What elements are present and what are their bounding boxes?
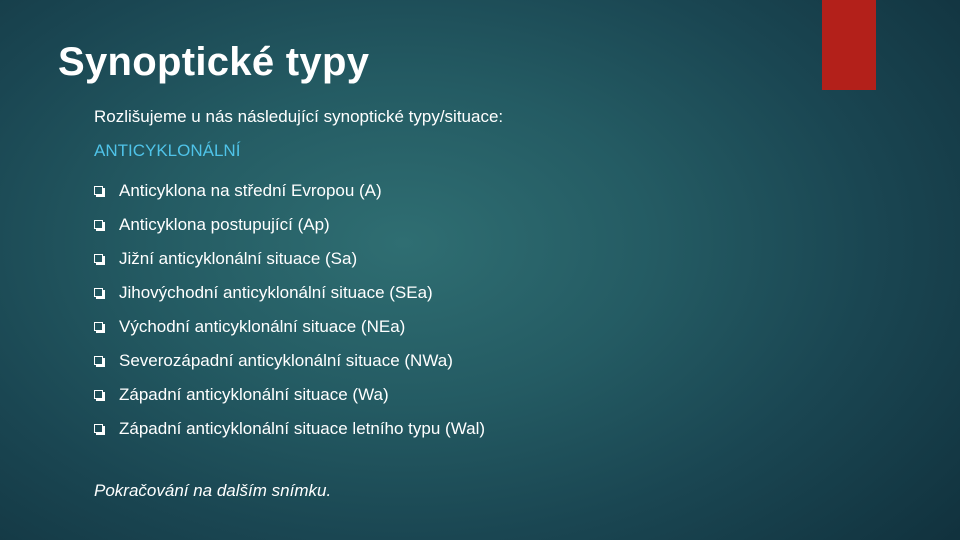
list-item — [94, 378, 485, 412]
square-bullet-icon — [94, 390, 103, 399]
list-item-text: Anticyklona postupující (Ap) — [119, 215, 330, 234]
list-item — [94, 344, 485, 378]
list-item — [94, 412, 485, 446]
square-bullet-icon — [94, 254, 103, 263]
list-item-text: Jihovýchodní anticyklonální situace (SEa) — [119, 283, 433, 302]
square-bullet-icon — [94, 322, 103, 331]
slide-title: Synoptické typy — [58, 40, 370, 84]
list-item — [94, 242, 485, 276]
list-item-text: Anticyklona na střední Evropou (A) — [119, 181, 382, 200]
list-item — [94, 208, 485, 242]
intro-text: Rozlišujeme u nás následující synoptické typy/situace: — [94, 107, 504, 126]
square-bullet-icon — [94, 186, 103, 195]
list-item-text: Západní anticyklonální situace letního typu (Wal) — [119, 419, 486, 438]
square-bullet-icon — [94, 356, 103, 365]
section-heading: ANTICYKLONÁLNÍ — [94, 141, 241, 160]
list-item-text: Severozápadní anticyklonální situace (NWa) — [119, 351, 453, 370]
square-bullet-icon — [94, 220, 103, 229]
square-bullet-icon — [94, 288, 103, 297]
list-item-text: Západní anticyklonální situace (Wa) — [119, 385, 389, 404]
accent-bar — [822, 0, 876, 90]
continuation-note: Pokračování na dalším snímku. — [94, 481, 332, 500]
list-item — [94, 174, 485, 208]
bullet-list — [94, 174, 485, 446]
list-item-text: Jižní anticyklonální situace (Sa) — [119, 249, 358, 268]
list-item — [94, 276, 485, 310]
square-bullet-icon — [94, 424, 103, 433]
list-item — [94, 310, 485, 344]
list-item-text: Východní anticyklonální situace (NEa) — [119, 317, 406, 336]
